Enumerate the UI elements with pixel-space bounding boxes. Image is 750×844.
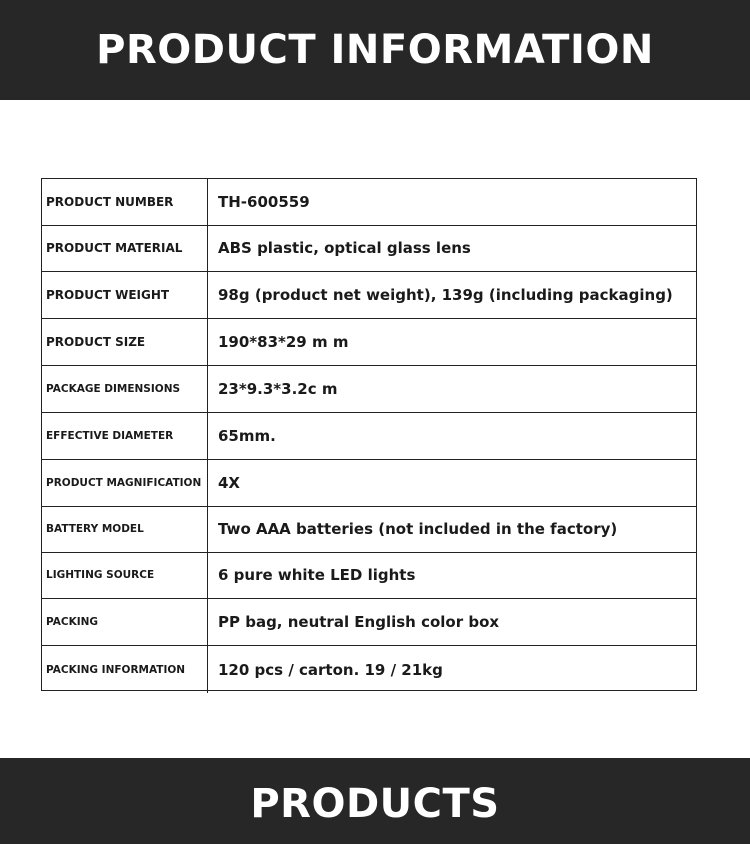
spec-value: 190*83*29 m m (218, 333, 349, 351)
spec-value: 23*9.3*3.2c m (218, 380, 338, 398)
spec-value: 4X (218, 474, 241, 492)
spec-value: 120 pcs / carton. 19 / 21kg (218, 660, 443, 679)
spec-value: ABS plastic, optical glass lens (218, 239, 471, 257)
spec-row-lighting-source (42, 552, 696, 599)
spec-label: PRODUCT WEIGHT (42, 272, 208, 318)
spec-row-product-number (42, 179, 696, 226)
header-banner (0, 0, 750, 100)
spec-label: LIGHTING SOURCE (42, 552, 208, 598)
spec-row-product-material (42, 225, 696, 272)
spec-row-packing-information (42, 646, 696, 693)
spec-label: BATTERY MODEL (42, 506, 208, 552)
spec-label: PRODUCT SIZE (42, 319, 208, 365)
spec-row-packing (42, 599, 696, 646)
spec-row-product-weight (42, 272, 696, 319)
spec-row-product-magnification (42, 460, 696, 507)
spec-value: 98g (product net weight), 139g (including packaging) (218, 286, 673, 304)
spec-label: PACKING INFORMATION (42, 646, 208, 693)
spec-label: PRODUCT MAGNIFICATION (42, 460, 208, 506)
spec-label: PACKAGE DIMENSIONS (42, 366, 208, 412)
spec-row-package-dimensions (42, 366, 696, 413)
spec-row-product-size (42, 319, 696, 366)
spec-label: PRODUCT NUMBER (42, 179, 208, 225)
spec-row-effective-diameter (42, 413, 696, 460)
product-spec-table (41, 178, 697, 691)
footer-banner (0, 758, 750, 844)
spec-row-battery-model (42, 506, 696, 553)
spec-value: PP bag, neutral English color box (218, 613, 500, 631)
spec-label: EFFECTIVE DIAMETER (42, 413, 208, 459)
page-title: PRODUCT INFORMATION (96, 27, 654, 73)
spec-value: 65mm. (218, 427, 276, 445)
spec-label: PRODUCT MATERIAL (42, 225, 208, 271)
spec-value: Two AAA batteries (not included in the factory) (218, 520, 618, 538)
spec-value: 6 pure white LED lights (218, 566, 416, 584)
section-title: PRODUCTS (250, 781, 500, 827)
spec-value: TH-600559 (218, 193, 310, 211)
spec-label: PACKING (42, 599, 208, 645)
